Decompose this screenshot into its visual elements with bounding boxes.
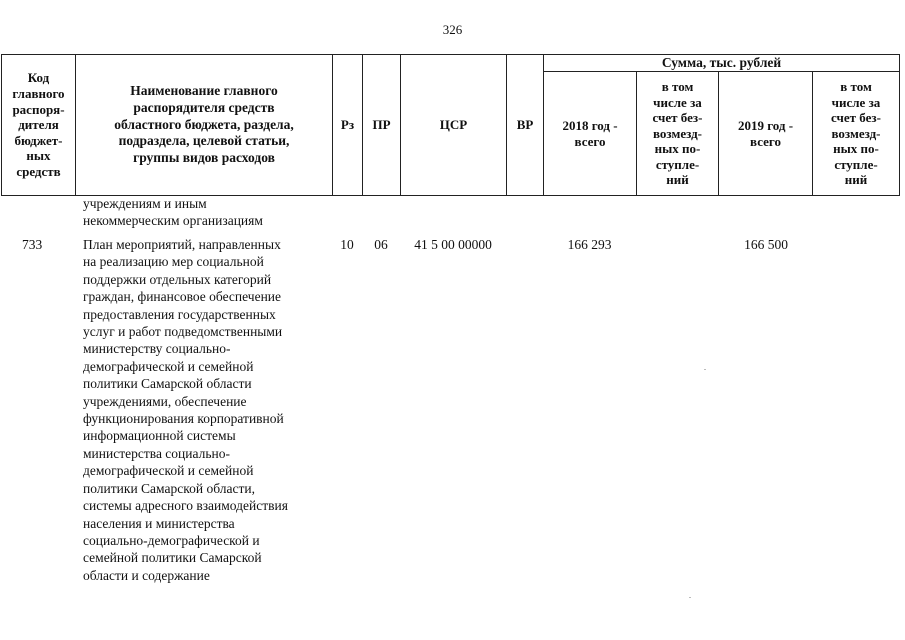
row-code: 733 — [22, 237, 43, 252]
header-pr: ПР — [363, 55, 401, 196]
row-rz: 10 — [340, 237, 354, 252]
header-2018-incl: в том числе за счет без- возмезд- ных по- ступле- ний — [637, 72, 719, 196]
header-name: Наименование главного распорядителя средств областного бюджета, раздела, подраздела, целевой статьи, группы видов расходов — [76, 55, 333, 196]
row-csr: 41 5 00 00000 — [414, 237, 492, 252]
row-pr: 06 — [374, 237, 388, 252]
header-2019-total: 2019 год - всего — [719, 72, 813, 196]
header-vr: ВР — [507, 55, 544, 196]
header-csr: ЦСР — [401, 55, 507, 196]
row-sum-2018: 166 293 — [567, 237, 612, 252]
header-code: Код главного распоря- дителя бюджет- ных средств — [2, 55, 76, 196]
row-description: План мероприятий, направленных на реализацию мер социальной поддержки отдельных категорий граждан, финансовое обеспечение предоставления государственных услуг и работ подведомственными министерству социально- демографической и семейной политики Самарской области учреждениями, обеспечение функционирования корпоративной информационной системы министерства социально- демографической и семейной политики Самарской области, системы адресного взаимодействия населения и министерства социально-демографической и семейной политики Самарской области и содержание — [83, 237, 288, 583]
header-2019-incl: в том числе за счет без- возмезд- ных по- ступле- ний — [813, 72, 900, 196]
page-number: 326 — [442, 22, 463, 37]
header-rz: Рз — [333, 55, 363, 196]
scan-speck — [689, 597, 691, 598]
row-sum-2019: 166 500 — [744, 237, 788, 252]
scan-speck — [704, 369, 706, 370]
header-2018-total: 2018 год - всего — [544, 72, 637, 196]
header-sum: Сумма, тыс. рублей — [544, 55, 900, 72]
table-header — [1, 54, 900, 196]
continuation-text: учреждениям и иным некоммерческим организациям — [83, 196, 263, 229]
